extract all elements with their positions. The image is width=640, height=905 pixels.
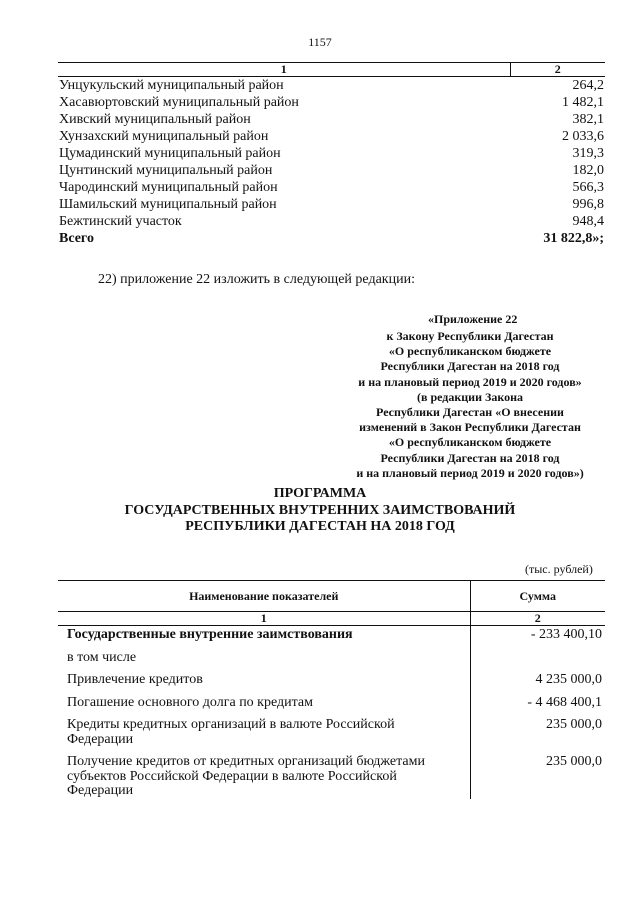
table2-body xyxy=(58,626,605,799)
table-row xyxy=(58,626,605,643)
table-row xyxy=(58,162,605,179)
indicator-name: в том числе xyxy=(58,643,470,666)
appendix-reference-block xyxy=(320,329,620,481)
table1-col-header-1: 1 xyxy=(58,63,510,77)
program-title xyxy=(0,486,640,536)
district-name: Унцукульский муниципальный район xyxy=(59,78,284,93)
table-row xyxy=(58,94,605,111)
borrowing-program-table xyxy=(58,580,605,799)
indicator-name: Привлечение кредитов xyxy=(58,665,470,688)
table-row xyxy=(58,688,605,711)
table2-col-number-1: 1 xyxy=(58,612,470,626)
district-value: 566,3 xyxy=(572,180,604,195)
appendix-line: и на плановый период 2019 и 2020 годов») xyxy=(356,465,584,480)
page-number: 1157 xyxy=(308,35,332,49)
district-value: 948,4 xyxy=(572,214,604,229)
appendix-line: Республики Дагестан «О внесении xyxy=(376,405,564,420)
table-row xyxy=(58,77,605,95)
appendix-line: Республики Дагестан на 2018 год xyxy=(380,450,560,465)
district-amounts-table xyxy=(58,62,605,247)
appendix-line: «О республиканском бюджете xyxy=(388,344,552,359)
table-row xyxy=(58,665,605,688)
appendix-line: изменений в Закон Республики Дагестан xyxy=(359,420,581,435)
table1-body xyxy=(58,77,605,248)
amendment-instruction: 22) приложение 22 изложить в следующей редакции: xyxy=(98,272,415,287)
district-value: 382,1 xyxy=(572,112,604,127)
indicator-name: Получение кредитов от кредитных организаций бюджетами субъектов Российской Федерации в валюте Российской Федерации xyxy=(58,747,470,799)
table1-col-header-2: 2 xyxy=(510,63,605,77)
district-name: Цунтинский муниципальный район xyxy=(59,163,273,178)
district-name: Хивский муниципальный район xyxy=(59,112,251,127)
district-name: Бежтинский участок xyxy=(59,214,182,229)
indicator-sum xyxy=(470,643,605,666)
table2-header-name: Наименование показателей xyxy=(58,581,470,612)
indicator-sum: - 4 468 400,1 xyxy=(527,694,602,710)
appendix-line: (в редакции Закона xyxy=(416,389,524,404)
indicator-sum: 235 000,0 xyxy=(546,754,602,769)
table-row xyxy=(58,128,605,145)
district-value: 2 033,6 xyxy=(562,129,604,144)
district-value: 182,0 xyxy=(572,163,604,178)
district-value: 1 482,1 xyxy=(562,95,604,110)
indicator-name: Кредиты кредитных организаций в валюте Российской Федерации xyxy=(58,710,470,747)
appendix-line: и на плановый период 2019 и 2020 годов» xyxy=(358,374,582,389)
table2-col-number-2: 2 xyxy=(470,612,605,626)
indicator-sum: 235 000,0 xyxy=(546,717,602,732)
units-label: (тыс. рублей) xyxy=(525,562,593,576)
table-row xyxy=(58,111,605,128)
table-row xyxy=(58,196,605,213)
district-name: Хунзахский муниципальный район xyxy=(59,129,269,144)
district-name: Чародинский муниципальный район xyxy=(59,180,278,195)
program-title-line: ГОСУДАРСТВЕННЫХ ВНУТРЕННИХ ЗАИМСТВОВАНИЙ xyxy=(124,502,516,518)
total-label: Всего xyxy=(59,231,94,246)
table-row xyxy=(58,747,605,799)
total-value: 31 822,8»; xyxy=(543,231,604,246)
table2-header-sum: Сумма xyxy=(470,581,605,612)
district-name: Шамильский муниципальный район xyxy=(59,197,277,212)
district-name: Хасавюртовский муниципальный район xyxy=(59,95,299,110)
table-row xyxy=(58,643,605,666)
district-value: 319,3 xyxy=(572,146,604,161)
indicator-name: Государственные внутренние заимствования xyxy=(58,626,470,643)
indicator-sum: - 233 400,10 xyxy=(530,627,602,642)
table-row xyxy=(58,145,605,162)
appendix-title: «Приложение 22 xyxy=(428,312,518,326)
total-row xyxy=(58,230,605,247)
program-title-line: ПРОГРАММА xyxy=(273,486,367,501)
district-name: Цумадинский муниципальный район xyxy=(59,146,281,161)
table-row xyxy=(58,213,605,230)
appendix-line: Республики Дагестан на 2018 год xyxy=(380,359,560,374)
appendix-line: к Закону Республики Дагестан xyxy=(386,329,554,343)
district-value: 264,2 xyxy=(572,78,604,93)
table-row xyxy=(58,179,605,196)
indicator-sum: 4 235 000,0 xyxy=(535,672,602,687)
appendix-line: «О республиканском бюджете xyxy=(388,435,552,450)
table-row xyxy=(58,710,605,747)
program-title-line: РЕСПУБЛИКИ ДАГЕСТАН НА 2018 ГОД xyxy=(185,519,455,534)
district-value: 996,8 xyxy=(572,197,604,212)
indicator-name: Погашение основного долга по кредитам xyxy=(58,688,470,711)
